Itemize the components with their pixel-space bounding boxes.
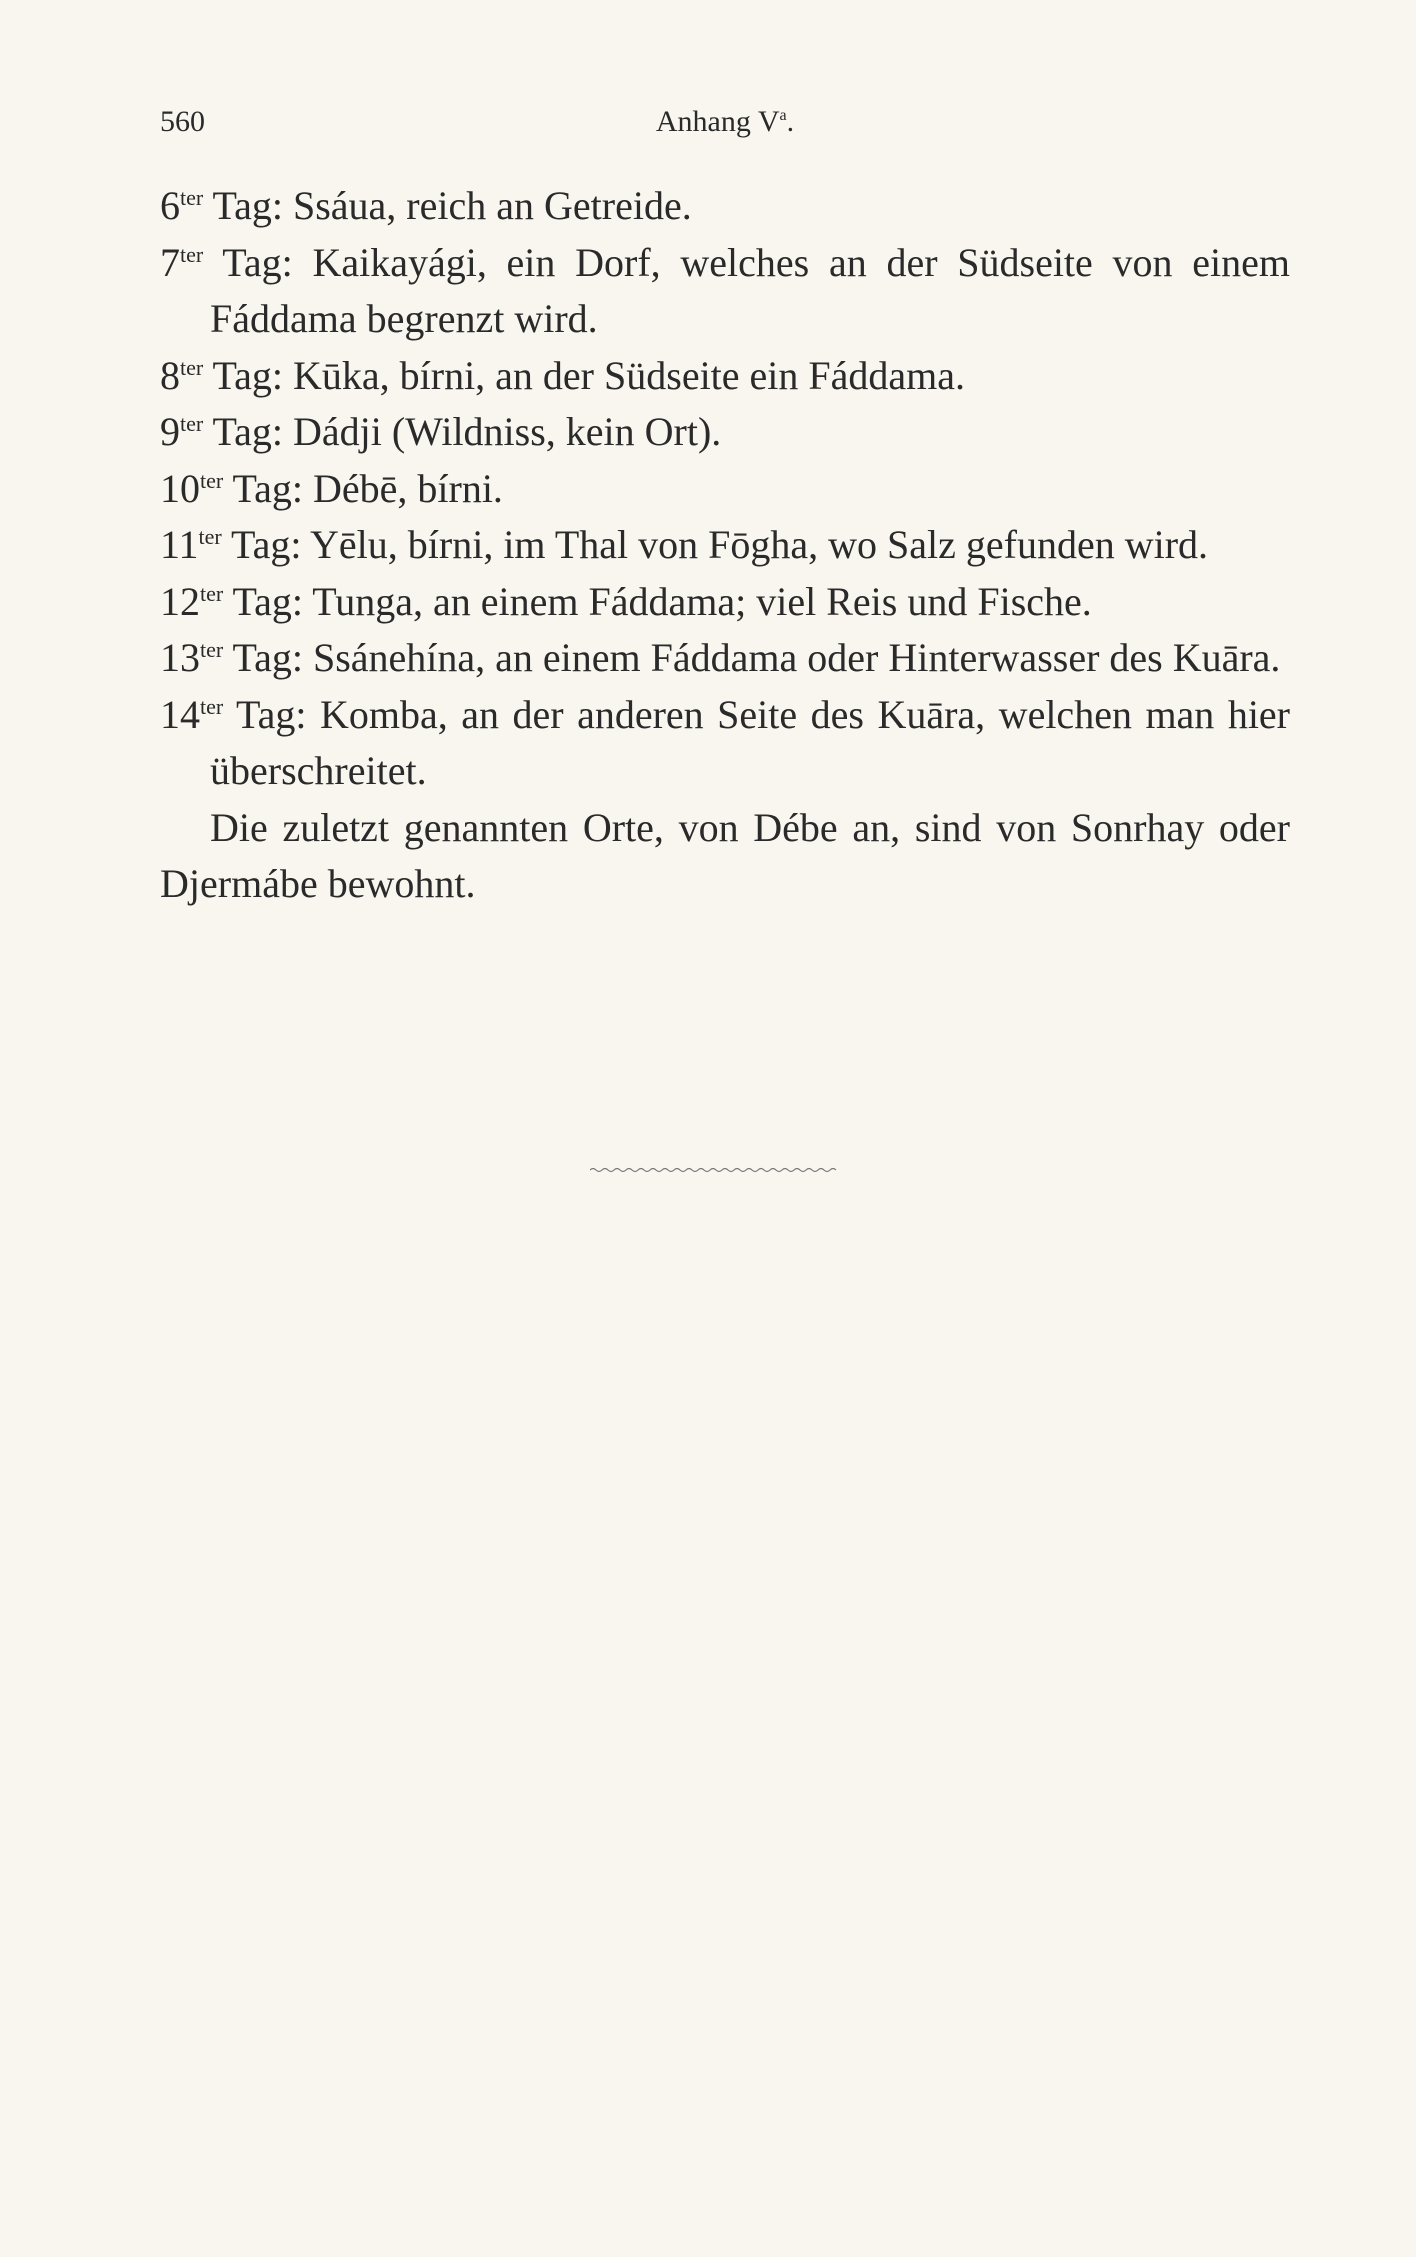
entry-text: Tag: Ssánehína, an einem Fáddama oder Hinterwasser des Kuāra. bbox=[223, 635, 1281, 680]
day-number: 13 bbox=[160, 635, 200, 680]
itinerary-entry bbox=[160, 404, 1290, 461]
entry-text: Tag: Tunga, an einem Fáddama; viel Reis und Fische. bbox=[223, 578, 1092, 624]
ordinal-suffix: ter bbox=[180, 354, 204, 380]
ordinal-suffix: ter bbox=[200, 693, 224, 719]
closing-paragraph: Die zuletzt genannten Orte, von Débe an, sind von Sonrhay oder Djermábe bewohnt. bbox=[160, 804, 1290, 906]
itinerary-entry bbox=[160, 630, 1290, 687]
running-title-superscript: a bbox=[779, 107, 787, 124]
entry-text: Tag: Yēlu, bírni, im Thal von Fōgha, wo Salz gefunden wird. bbox=[221, 522, 1209, 567]
running-title-period: . bbox=[786, 105, 795, 138]
ordinal-suffix: ter bbox=[180, 411, 204, 436]
itinerary-entry bbox=[160, 517, 1290, 574]
entry-text: Tag: Kūka, bírni, an der Südseite ein Fáddama. bbox=[203, 352, 966, 398]
wavy-divider-ornament bbox=[590, 1166, 840, 1174]
running-title-text: Anhang V bbox=[655, 105, 780, 138]
page-header bbox=[160, 105, 1290, 155]
entry-text: Tag: Ssáua, reich an Getreide. bbox=[203, 183, 692, 228]
day-number: 6 bbox=[160, 183, 180, 228]
itinerary-entry bbox=[160, 574, 1290, 631]
page-number: 560 bbox=[160, 105, 205, 138]
itinerary-entry bbox=[160, 235, 1290, 348]
day-number: 7 bbox=[160, 239, 180, 285]
entry-text: Tag: Dádji (Wildniss, kein Ort). bbox=[203, 409, 722, 454]
day-number: 10 bbox=[160, 465, 200, 511]
ordinal-suffix: ter bbox=[200, 637, 224, 662]
itinerary-entry bbox=[160, 178, 1290, 235]
itinerary-entry bbox=[160, 687, 1290, 800]
entry-text: Tag: Kaikayági, ein Dorf, welches an der Südseite von einem Fáddama begrenzt wird. bbox=[203, 239, 1290, 341]
itinerary-entry bbox=[160, 348, 1290, 405]
ordinal-suffix: ter bbox=[180, 241, 204, 267]
ordinal-suffix: ter bbox=[200, 467, 224, 493]
entry-text: Tag: Débē, bírni. bbox=[223, 465, 503, 511]
day-number: 14 bbox=[160, 691, 200, 737]
day-number: 8 bbox=[160, 352, 180, 398]
itinerary-entry bbox=[160, 461, 1290, 518]
ordinal-suffix: ter bbox=[198, 524, 222, 549]
ordinal-suffix: ter bbox=[180, 185, 204, 210]
day-number: 9 bbox=[160, 409, 180, 454]
itinerary-text bbox=[160, 178, 1290, 913]
entry-text: Tag: Komba, an der anderen Seite des Kuāra, welchen man hier überschreitet. bbox=[210, 691, 1290, 793]
day-number: 12 bbox=[160, 578, 200, 624]
running-title bbox=[160, 105, 1290, 139]
ordinal-suffix: ter bbox=[200, 580, 224, 606]
day-number: 11 bbox=[160, 522, 199, 567]
